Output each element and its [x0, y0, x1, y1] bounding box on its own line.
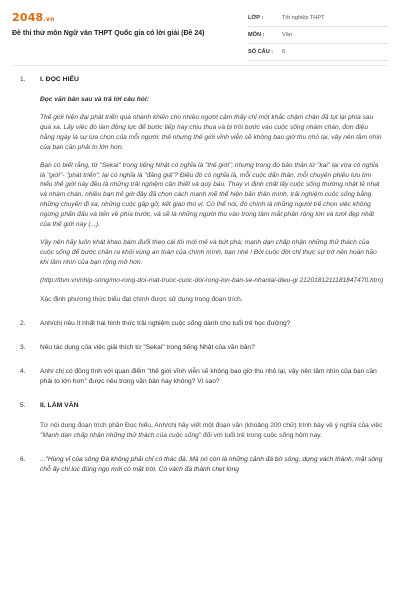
reading-instruction: Đọc văn bản sau và trả lời câu hỏi: — [40, 96, 149, 104]
passage-paragraph: Bạn có biết rằng, từ "Sekai" trong tiếng Nhật có nghĩa là "thế giới"; nhưng trong đó bản thân từ "kai" lại vừa có nghĩa là "giới"- "phát triển"; lại có nghĩa là "đăng giá"? Điều đó có nghĩa là, mỗi cuộc dấn thân, mỗi chuyến phiêu lưu tìm hiểu thế giới này đều là những trải nghiệm cần thiết và quý báu. Thay vì định chất lấy cuộc sống thường nhật tẻ nhạt và nhàm chán, nhiều bạn trẻ giờ đây đã chọn cách mạnh mẽ thể hiện bản thân mình, trải nghiệm cuộc sống bằng những chuyến đi xa, những cuộc gặp gỡ, kết giao thú vị. Có thể nói, đó chính là những người trẻ chọn việc không ngừng phấn đấu và tiến về phía trước, và sẽ là những người thu vào trong tầm mắt phần rộng lớn và tươi đẹp nhất của thế giới này (...). — [40, 161, 380, 228]
meta-key: LỚP : — [248, 14, 264, 21]
meta-key: SỐ CÂU : — [248, 48, 274, 55]
meta-value: Văn — [282, 31, 292, 38]
question-number: 3. — [20, 344, 26, 352]
meta-row-class — [248, 10, 388, 27]
meta-value: 6 — [282, 48, 286, 55]
passage-paragraph: Thế giới hiện đại phát triển quá nhanh khiến cho nhiều người cảm thấy chỉ một khắc chậm chân đã tụt lại phía sau quá xa. Lấy việc đó làm động lực để bước tiếp hay chịu thua và bị trôi bước vào cuộc sống nhàm chán, đơn điệu hằng ngày là sự lựa chọn của mỗi người; thế nhưng thế giới vĩnh viễn sẽ không bao giờ thu nhỏ lại, vậy nên tầm nhìn của bạn cần phải to lớn hơn. — [40, 114, 382, 151]
passage-source: (http://ttvn.vn/nhip-song/mo-rong-doi-mat-truoc-cuoc-doi-rong-lon-ban-se-nhanlai-dieu-gi 2120181211181847470.htm) — [40, 276, 384, 284]
meta-row-subject — [248, 27, 388, 44]
question-text: Nêu tác dụng của việc giải thích từ "Sekai" trong tiếng Nhật của văn bản? — [40, 344, 255, 352]
exam-meta-table — [248, 10, 388, 61]
question-number: 6. — [20, 455, 26, 463]
question-text: Xác định phương thức biểu đạt chính được sử dụng trong đoạn trích. — [40, 296, 243, 304]
question-number: 4. — [20, 368, 26, 376]
question-item — [0, 319, 400, 329]
question-list — [0, 75, 400, 600]
question-item — [0, 455, 400, 475]
exam-title: Đề thi thử môn Ngữ văn THPT Quốc gia có lời giải (Đề 24) — [12, 29, 205, 37]
question-number: 2. — [20, 320, 26, 328]
section-title-reading: I. ĐỌC HIỂU — [40, 76, 79, 83]
section-title-writing: II. LÀM VĂN — [40, 401, 79, 409]
question-quote: "Mạnh dạn chấp nhận những thử thách của cuộc sống" — [40, 431, 202, 439]
question-text — [40, 421, 384, 441]
question-item — [0, 401, 400, 441]
question-text: Anh/ chị có đồng tình với quan điểm "thế giới vĩnh viễn sẽ không bao giờ thu nhỏ lại, vậy nên tầm nhìn của bạn cần phải to lớn hơn" được nêu trong văn bản hay không? Vì sao? — [40, 368, 377, 385]
question-number: 5. — [20, 401, 26, 409]
question-item — [0, 367, 400, 387]
question-number: 1. — [20, 76, 26, 83]
question-text-post: đối với tuổi trẻ trong cuộc sống hôm nay. — [201, 431, 322, 439]
question-item — [0, 75, 400, 305]
logo-suffix: .vn — [43, 16, 55, 23]
header-divider — [12, 65, 388, 66]
logo-main: 2048 — [12, 11, 44, 24]
meta-row-question-count — [248, 44, 388, 61]
meta-value: Tốt nghiệp THPT — [282, 14, 325, 21]
passage-paragraph: Vậy nên hãy luôn khát khao bám đuổi theo cái tôi mới mẻ và bứt phá; mạnh dạn chấp nhận những thử thách của cuộc sống để bước chân ra khỏi vùng an toàn của chính mình, bạn nhé ! Bởi cuộc đời chỉ thực sự trở nên hoàn hảo khi tầm nhìn của bạn rộng mở hơn. — [40, 238, 377, 266]
question-item — [0, 343, 400, 353]
meta-key: MÔN : — [248, 31, 265, 38]
question-text-pre: Từ nội dung đoạn trích phần Đọc hiểu, Anh/chị hãy viết một đoạn văn (khoảng 200 chữ) trình bày về ý nghĩa của việc — [40, 422, 383, 430]
question-text: ..."Hùng vĩ của sông Đà không phải chỉ có thác đá. Mà nó còn là những cảnh đá bờ sông, dựng vách thành, mặt sông chỗ ấy chỉ lúc đúng ngọ mới có mặt trời. Có vách đá thành chẹt lòng — [40, 455, 383, 473]
question-text: Anh/chị nêu ít nhất hai hình thức trải nghiệm cuộc sống dành cho tuổi trẻ học đường? — [40, 320, 291, 328]
